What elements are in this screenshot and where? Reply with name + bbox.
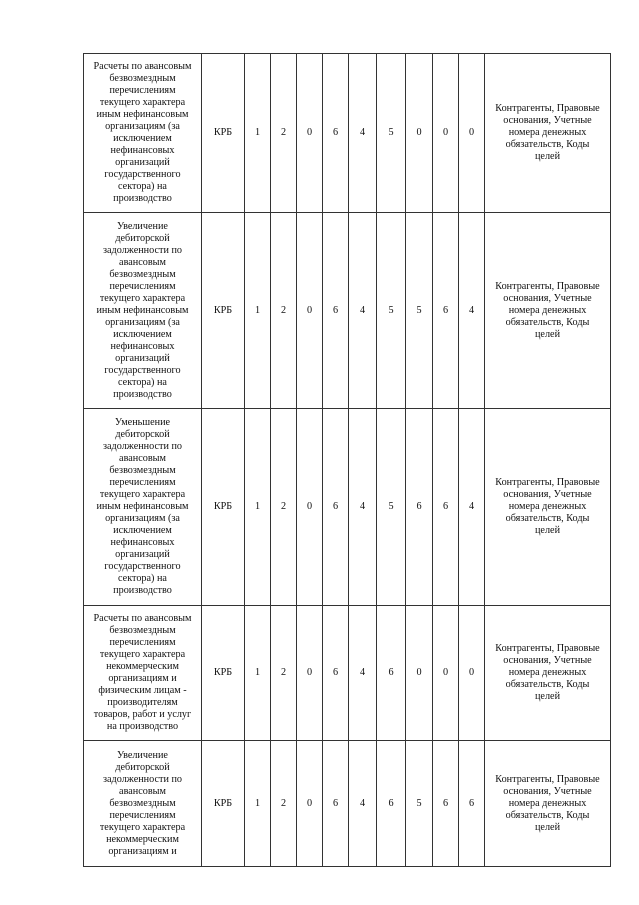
text-line: государственного bbox=[104, 169, 181, 180]
account-digit: 4 bbox=[349, 741, 377, 867]
account-digit: 4 bbox=[349, 409, 377, 606]
text-line: текущего характера bbox=[99, 97, 186, 108]
text-line: номера денежных bbox=[508, 667, 587, 678]
text-line: задолженности по bbox=[103, 244, 182, 256]
text-line: организациям (за bbox=[105, 316, 180, 328]
budget-code: КРБ bbox=[202, 213, 245, 409]
text-line: дебиторской bbox=[115, 429, 170, 440]
text-line: Расчеты по авансовым bbox=[93, 613, 192, 624]
account-digit: 6 bbox=[323, 54, 349, 213]
text-line: нефинансовых bbox=[110, 537, 175, 548]
account-digit: 1 bbox=[245, 213, 271, 409]
account-digit: 2 bbox=[271, 606, 297, 741]
text-line: безвозмездным bbox=[109, 625, 176, 636]
account-digit: 0 bbox=[459, 606, 485, 741]
account-digit: 6 bbox=[459, 741, 485, 867]
text-line: обязательств, Коды bbox=[505, 139, 590, 150]
accounts-table bbox=[83, 53, 611, 867]
analytics-description bbox=[485, 54, 611, 213]
text-line: задолженности по bbox=[103, 773, 182, 785]
text-line: сектора) на bbox=[118, 573, 167, 584]
text-line: на производство bbox=[106, 721, 179, 732]
text-line: дебиторской bbox=[115, 232, 170, 244]
account-digit: 4 bbox=[349, 213, 377, 409]
text-line: Контрагенты, Правовые bbox=[495, 477, 600, 488]
text-line: государственного bbox=[104, 561, 181, 572]
account-digit: 5 bbox=[377, 54, 406, 213]
account-digit: 0 bbox=[433, 54, 459, 213]
account-digit: 1 bbox=[245, 54, 271, 213]
text-line: перечислениям bbox=[109, 477, 176, 488]
text-line: Контрагенты, Правовые bbox=[495, 280, 600, 292]
account-description bbox=[84, 741, 202, 867]
account-digit: 6 bbox=[323, 741, 349, 867]
text-line: номера денежных bbox=[508, 501, 587, 512]
analytics-description bbox=[485, 409, 611, 606]
account-digit: 0 bbox=[297, 213, 323, 409]
account-digit: 4 bbox=[349, 54, 377, 213]
account-digit: 2 bbox=[271, 741, 297, 867]
account-digit: 4 bbox=[459, 213, 485, 409]
account-digit: 2 bbox=[271, 54, 297, 213]
text-line: иным нефинансовым bbox=[96, 109, 189, 120]
text-line: целей bbox=[534, 821, 561, 833]
text-line: Расчеты по авансовым bbox=[93, 61, 192, 72]
text-line: дебиторской bbox=[115, 761, 170, 773]
text-line: Контрагенты, Правовые bbox=[495, 103, 600, 114]
text-line: перечислениям bbox=[109, 85, 176, 96]
text-line: номера денежных bbox=[508, 127, 587, 138]
text-line: организаций bbox=[115, 157, 170, 168]
account-digit: 1 bbox=[245, 741, 271, 867]
account-description bbox=[84, 606, 202, 741]
text-line: исключением bbox=[113, 525, 172, 536]
text-line: организациям (за bbox=[105, 513, 180, 524]
table-row bbox=[84, 213, 611, 409]
account-digit: 5 bbox=[377, 213, 406, 409]
text-line: основания, Учетные bbox=[503, 489, 592, 500]
text-line: обязательств, Коды bbox=[505, 513, 590, 524]
text-line: текущего характера bbox=[99, 649, 186, 660]
account-digit: 2 bbox=[271, 409, 297, 606]
text-line: безвозмездным bbox=[109, 465, 176, 476]
account-digit: 5 bbox=[406, 741, 433, 867]
text-line: физическим лицам - bbox=[98, 685, 187, 696]
text-line: производителям bbox=[107, 697, 178, 708]
text-line: некоммерческим bbox=[106, 661, 179, 672]
text-line: авансовым bbox=[119, 453, 166, 464]
analytics-description bbox=[485, 213, 611, 409]
account-digit: 6 bbox=[377, 606, 406, 741]
table-row bbox=[84, 54, 611, 213]
account-digit: 6 bbox=[377, 741, 406, 867]
account-digit: 6 bbox=[433, 409, 459, 606]
text-line: номера денежных bbox=[508, 797, 587, 809]
text-line: целей bbox=[534, 328, 561, 340]
account-digit: 0 bbox=[297, 409, 323, 606]
account-digit: 2 bbox=[271, 213, 297, 409]
text-line: перечислениям bbox=[109, 637, 176, 648]
budget-code: КРБ bbox=[202, 606, 245, 741]
text-line: организациям и bbox=[108, 845, 177, 857]
account-digit: 6 bbox=[323, 606, 349, 741]
text-line: производство bbox=[113, 388, 172, 400]
text-line: нефинансовых bbox=[110, 145, 175, 156]
text-line: производство bbox=[113, 585, 172, 596]
table-row bbox=[84, 741, 611, 867]
account-digit: 1 bbox=[245, 606, 271, 741]
account-digit: 5 bbox=[377, 409, 406, 606]
account-digit: 0 bbox=[297, 606, 323, 741]
text-line: задолженности по bbox=[103, 441, 182, 452]
account-digit: 0 bbox=[459, 54, 485, 213]
account-digit: 1 bbox=[245, 409, 271, 606]
text-line: Увеличение bbox=[117, 220, 168, 232]
text-line: организациям (за bbox=[105, 121, 180, 132]
budget-code: КРБ bbox=[202, 409, 245, 606]
account-digit: 0 bbox=[433, 606, 459, 741]
text-line: обязательств, Коды bbox=[505, 809, 590, 821]
table-row bbox=[84, 409, 611, 606]
account-digit: 6 bbox=[433, 741, 459, 867]
text-line: товаров, работ и услуг bbox=[93, 709, 192, 720]
account-digit: 6 bbox=[323, 409, 349, 606]
text-line: Контрагенты, Правовые bbox=[495, 773, 600, 785]
text-line: целей bbox=[534, 525, 561, 536]
text-line: безвозмездным bbox=[109, 73, 176, 84]
account-digit: 4 bbox=[349, 606, 377, 741]
text-line: текущего характера bbox=[99, 821, 186, 833]
analytics-description bbox=[485, 606, 611, 741]
text-line: безвозмездным bbox=[109, 268, 176, 280]
text-line: номера денежных bbox=[508, 304, 587, 316]
text-line: Увеличение bbox=[117, 749, 168, 761]
text-line: текущего характера bbox=[99, 292, 186, 304]
text-line: иным нефинансовым bbox=[96, 501, 189, 512]
account-description bbox=[84, 213, 202, 409]
text-line: основания, Учетные bbox=[503, 655, 592, 666]
text-line: обязательств, Коды bbox=[505, 679, 590, 690]
account-digit: 0 bbox=[406, 606, 433, 741]
text-line: Контрагенты, Правовые bbox=[495, 643, 600, 654]
text-line: некоммерческим bbox=[106, 833, 179, 845]
text-line: безвозмездным bbox=[109, 797, 176, 809]
table-row bbox=[84, 606, 611, 741]
text-line: иным нефинансовым bbox=[96, 304, 189, 316]
text-line: исключением bbox=[113, 328, 172, 340]
account-digit: 6 bbox=[323, 213, 349, 409]
text-line: организаций bbox=[115, 352, 170, 364]
text-line: организаций bbox=[115, 549, 170, 560]
text-line: авансовым bbox=[119, 256, 166, 268]
text-line: государственного bbox=[104, 364, 181, 376]
text-line: авансовым bbox=[119, 785, 166, 797]
text-line: основания, Учетные bbox=[503, 785, 592, 797]
account-description bbox=[84, 54, 202, 213]
account-digit: 6 bbox=[406, 409, 433, 606]
text-line: сектора) на bbox=[118, 181, 167, 192]
account-digit: 4 bbox=[459, 409, 485, 606]
text-line: Уменьшение bbox=[114, 417, 171, 428]
text-line: обязательств, Коды bbox=[505, 316, 590, 328]
budget-code: КРБ bbox=[202, 54, 245, 213]
text-line: исключением bbox=[113, 133, 172, 144]
text-line: производство bbox=[113, 193, 172, 204]
account-digit: 0 bbox=[406, 54, 433, 213]
text-line: основания, Учетные bbox=[503, 292, 592, 304]
account-digit: 6 bbox=[433, 213, 459, 409]
account-digit: 0 bbox=[297, 54, 323, 213]
text-line: перечислениям bbox=[109, 809, 176, 821]
account-digit: 5 bbox=[406, 213, 433, 409]
text-line: текущего характера bbox=[99, 489, 186, 500]
text-line: сектора) на bbox=[118, 376, 167, 388]
account-description bbox=[84, 409, 202, 606]
text-line: перечислениям bbox=[109, 280, 176, 292]
account-digit: 0 bbox=[297, 741, 323, 867]
text-line: организациям и bbox=[108, 673, 177, 684]
budget-code: КРБ bbox=[202, 741, 245, 867]
text-line: целей bbox=[534, 151, 561, 162]
analytics-description bbox=[485, 741, 611, 867]
text-line: основания, Учетные bbox=[503, 115, 592, 126]
text-line: целей bbox=[534, 691, 561, 702]
text-line: нефинансовых bbox=[110, 340, 175, 352]
